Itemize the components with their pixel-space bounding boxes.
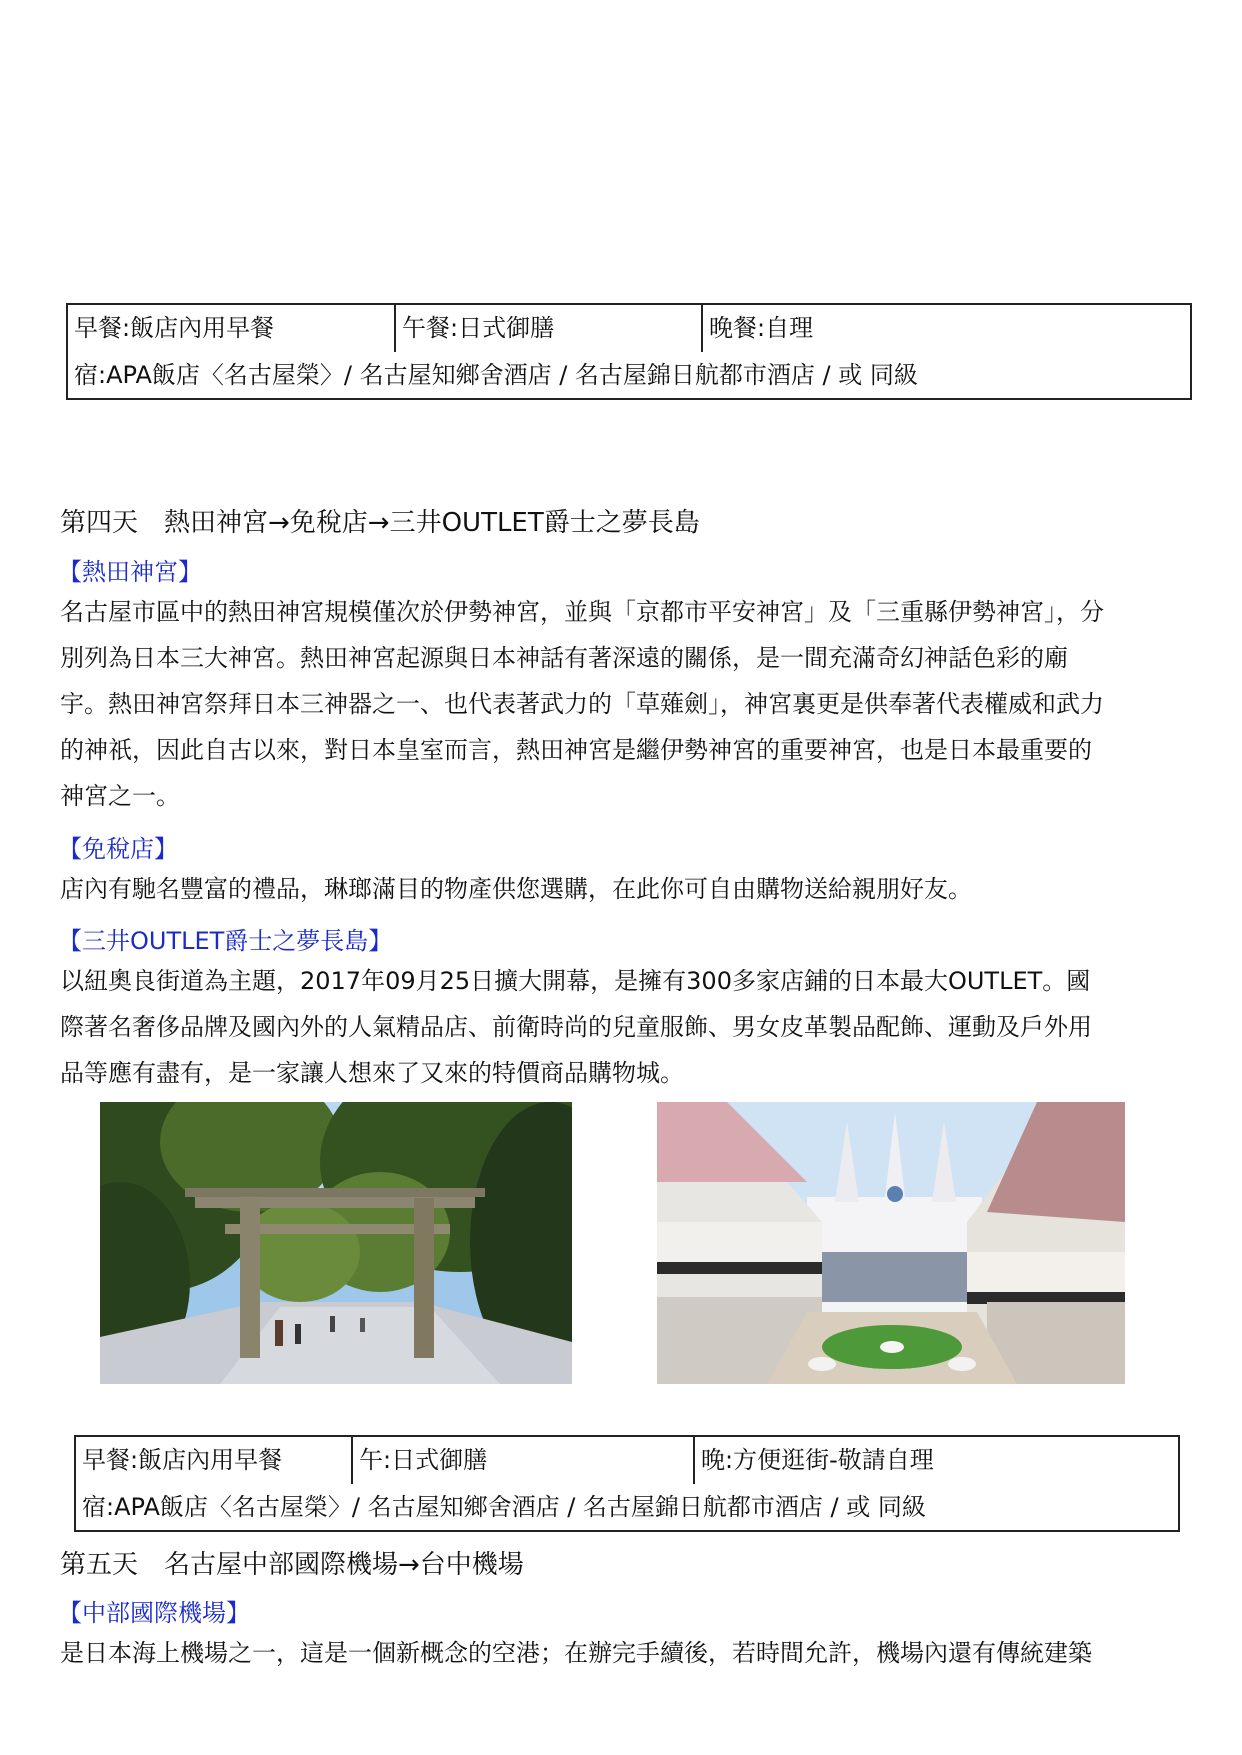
- day5-title: 第五天 名古屋中部國際機場→台中機場: [60, 1550, 524, 1580]
- text-line: 店內有馳名豐富的禮品，琳瑯滿目的物產供您選購，在此你可自由購物送給親朋好友。: [60, 875, 972, 903]
- text-line: 品等應有盡有，是一家讓人想來了又來的特價商品購物城。: [60, 1059, 684, 1087]
- airport-description: [60, 1630, 1180, 1676]
- text-line: 際著名奢侈品牌及國內外的人氣精品店、前衛時尚的兒童服飾、男女皮革製品配飾、運動及戶外用: [60, 1013, 1092, 1041]
- hotel-row: [76, 1484, 1178, 1531]
- dinner-cell: 晚餐:自理: [709, 314, 814, 343]
- meal-table-day3: [66, 303, 1192, 400]
- text-line: 的神祇，因此自古以來，對日本皇室而言，熱田神宮是繼伊勢神宮的重要神宮，也是日本最重要的: [60, 736, 1092, 764]
- outlet-description: [60, 958, 1180, 1096]
- section-title-dutyfree: 【免稅店】: [58, 835, 178, 863]
- text-line: 神宮之一。: [60, 782, 180, 810]
- hotel-cell: 宿:APA飯店〈名古屋榮〉/ 名古屋知鄉舍酒店 / 名古屋錦日航都市酒店 / 或 同級: [82, 1492, 926, 1521]
- meal-row: [76, 1437, 1178, 1484]
- atsuta-description: [60, 589, 1180, 819]
- meal-table-day4: [74, 1435, 1180, 1532]
- text-line: 宇。熱田神宮祭拜日本三神器之一、也代表著武力的「草薙劍」，神宮裏更是供奉著代表權威和武力: [60, 690, 1104, 718]
- text-line: 別列為日本三大神宮。熱田神宮起源與日本神話有著深遠的關係，是一間充滿奇幻神話色彩的廟: [60, 644, 1068, 672]
- day4-title: 第四天 熱田神宮→免稅店→三井OUTLET爵士之夢長島: [60, 508, 700, 538]
- atsuta-shrine-photo: [100, 1102, 572, 1384]
- section-title-airport: 【中部國際機場】: [58, 1599, 250, 1627]
- hotel-row: [68, 352, 1190, 399]
- text-line: 是日本海上機場之一，這是一個新概念的空港；在辦完手續後，若時間允許，機場內還有傳統建築: [60, 1639, 1092, 1667]
- breakfast-cell: 早餐:飯店內用早餐: [68, 305, 396, 352]
- text-line: 名古屋市區中的熱田神宮規模僅次於伊勢神宮，並與「京都市平安神宮」及「三重縣伊勢神宮」，分: [60, 598, 1104, 626]
- dutyfree-description: [60, 866, 1180, 912]
- lunch-cell: 午:日式御膳: [353, 1437, 695, 1484]
- outlet-mall-photo: [657, 1102, 1125, 1384]
- text-line: 以紐奧良街道為主題，2017年09月25日擴大開幕，是擁有300多家店鋪的日本最大OUTLET。國: [60, 967, 1091, 995]
- dinner-cell: 晚:方便逛街-敬請自理: [701, 1446, 934, 1475]
- lunch-cell: 午餐:日式御膳: [396, 305, 703, 352]
- section-title-outlet: 【三井OUTLET爵士之夢長島】: [58, 927, 393, 955]
- hotel-cell: 宿:APA飯店〈名古屋榮〉/ 名古屋知鄉舍酒店 / 名古屋錦日航都市酒店 / 或 同級: [74, 360, 918, 389]
- section-title-atsuta: 【熱田神宮】: [58, 558, 202, 586]
- breakfast-cell: 早餐:飯店內用早餐: [76, 1437, 353, 1484]
- meal-row: [68, 305, 1190, 352]
